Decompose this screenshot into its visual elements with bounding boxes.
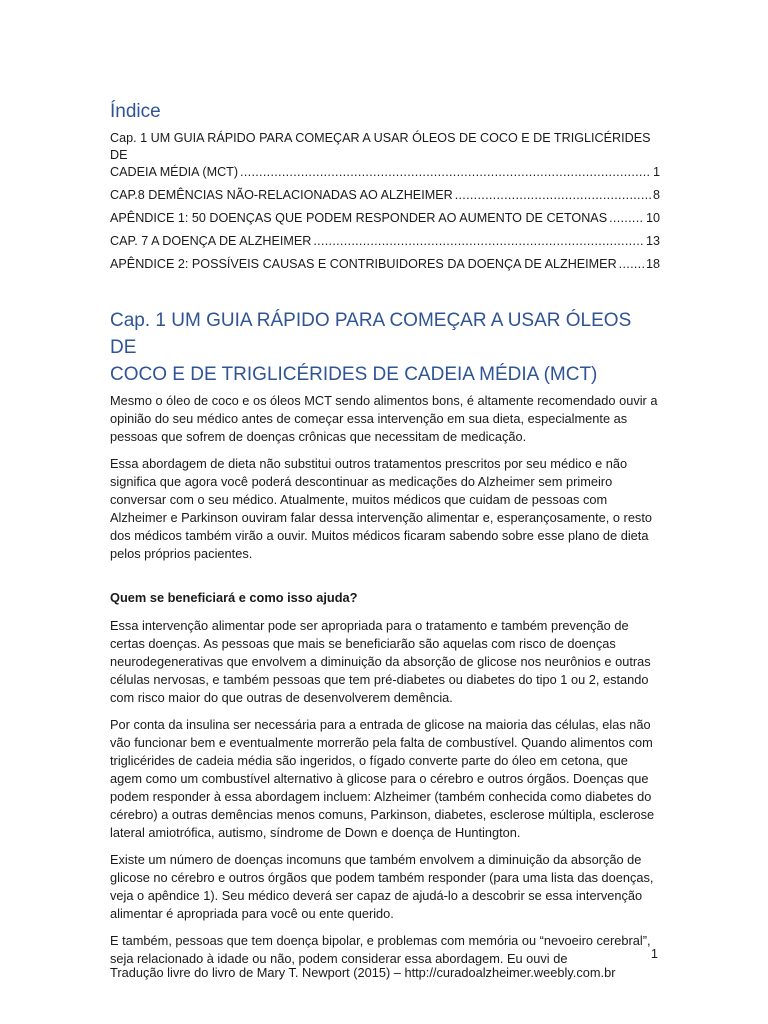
toc-entry[interactable] — [110, 256, 660, 273]
chapter-heading-line1: Cap. 1 UM GUIA RÁPIDO PARA COMEÇAR A USAR ÓLEOS DE — [110, 310, 632, 358]
page-number: 1 — [650, 946, 658, 961]
toc-leader-dots — [455, 187, 651, 204]
body-paragraph: Por conta da insulina ser necessária para a entrada de glicose na maioria das células, elas não vão funcionar bem e eventualmente morrerão pela falta de combustível. Quando alimentos com triglicérides de cadeia média são ingeridos, o fígado converte parte do óleo em cetona, que agem como um combustível alternativo à glicose para o cérebro e outros órgãos. Doenças que podem responder à essa abordagem incluem: Alzheimer (também conhecida como diabetes do cérebro) a outras demências menos comuns, Parkinson, diabetes, esclerose múltipla, esclerose lateral amiotrófica, autismo, síndrome de Down e doença de Huntington. — [110, 717, 655, 840]
body-paragraph: Mesmo o óleo de coco e os óleos MCT sendo alimentos bons, é altamente recomendado ouvir a opinião do seu médico antes de começar essa intervenção em sua dieta, especialmente as pessoas que sofrem de doenças crônicas que necessitam de medicação. — [110, 393, 658, 444]
toc-entry-text-line1: Cap. 1 UM GUIA RÁPIDO PARA COMEÇAR A USAR ÓLEOS DE COCO E DE TRIGLICÉRIDES DE — [110, 131, 651, 162]
toc-leader-dots — [240, 164, 651, 181]
toc-entry-text: CAP.8 DEMÊNCIAS NÃO-RELACIONADAS AO ALZHEIMER — [110, 188, 453, 202]
page-footer: Tradução livre do livro de Mary T. Newport (2015) – http://curadoalzheimer.weebly.com.br — [110, 965, 616, 980]
toc-entry-page: 8 — [652, 188, 660, 202]
toc-entry-page: 1 — [652, 165, 660, 179]
body-paragraph: Essa intervenção alimentar pode ser apropriada para o tratamento e também prevenção de certas doenças. As pessoas que mais se beneficiarão são aquelas com risco de doenças neurodegenerativas que envolvem a diminuição da absorção de glicose nos neurônios e outras células nervosas, e também pessoas que tem pré-diabetes ou diabetes do tipo 1 ou 2, estando com risco maior do que outras de desenvolverem demência. — [110, 618, 651, 705]
chapter-heading-line2: COCO E DE TRIGLICÉRIDES DE CADEIA MÉDIA (MCT) — [110, 364, 598, 385]
toc-entry-text: CAP. 7 A DOENÇA DE ALZHEIMER — [110, 234, 312, 248]
toc-leader-dots — [609, 210, 644, 227]
toc-entry[interactable] — [110, 233, 660, 250]
body-paragraph: Essa abordagem de dieta não substitui outros tratamentos prescritos por seu médico e não significa que agora você poderá descontinuar as medicações do Alzheimer sem primeiro conversar com o seu médico. Atualmente, muitos médicos que cuidam de pessoas com Alzheimer e Parkinson ouviram falar dessa intervenção alimentar e, esperançosamente, o resto dos médicos também virão a ouvir. Muitos médicos ficaram sabendo sobre esse plano de dieta pelos próprios pacientes. — [110, 456, 653, 561]
toc-leader-dots — [313, 233, 644, 250]
body-paragraph: Existe um número de doenças incomuns que também envolvem a diminuição da absorção de glicose no cérebro e outros órgãos que podem também responder (para uma lista das doenças, veja o apêndice 1). Seu médico deverá ser capaz de ajudá-lo a descobrir se essa intervenção alimentar é apropriada para você ou ente querido. — [110, 852, 654, 921]
toc-title: Índice — [110, 101, 161, 122]
section-subheading: Quem se beneficiará e como isso ajuda? — [110, 590, 358, 605]
chapter-heading — [110, 307, 660, 388]
toc-entry-text: CADEIA MÉDIA (MCT) — [110, 165, 239, 179]
toc-entry-page: 13 — [645, 234, 660, 248]
toc-leader-dots — [619, 256, 644, 273]
body-paragraph: E também, pessoas que tem doença bipolar, e problemas com memória ou “nevoeiro cerebral”, seja relacionado à idade ou não, podem considerar essa abordagem. Eu ouvi de — [110, 933, 651, 966]
toc-entry[interactable] — [110, 210, 660, 227]
toc-entry-text: APÊNDICE 2: POSSÍVEIS CAUSAS E CONTRIBUIDORES DA DOENÇA DE ALZHEIMER — [110, 257, 617, 271]
toc-entry[interactable] — [110, 130, 660, 181]
page-content — [110, 100, 660, 977]
toc-entry[interactable] — [110, 187, 660, 204]
toc-entry-text: APÊNDICE 1: 50 DOENÇAS QUE PODEM RESPONDER AO AUMENTO DE CETONAS — [110, 211, 608, 225]
toc-entry-page: 18 — [645, 257, 660, 271]
toc-entry-page: 10 — [645, 211, 660, 225]
